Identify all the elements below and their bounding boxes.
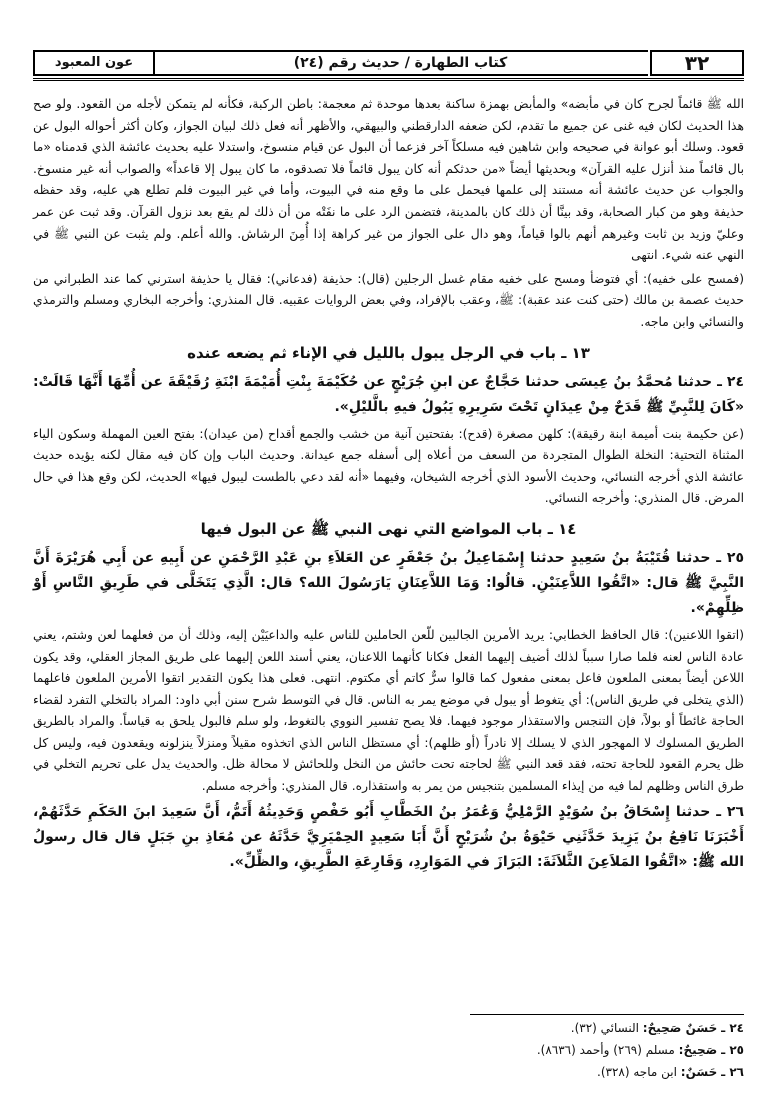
page-number: ٣٢ <box>650 50 744 76</box>
footnote <box>33 1040 744 1061</box>
footnote-number: ٢٥ ـ <box>721 1043 744 1057</box>
footnote-number: ٢٤ ـ <box>721 1021 744 1035</box>
footnote <box>33 1062 744 1083</box>
hadith-text: ٢٤ ـ حدثنا مُحمَّدُ بنُ عِيسَى حدثنا حَجَّاجٌ عن ابنِ جُرَيْجٍ عن حُكَيْمَةَ بِنْتِ أُمَيْمَةَ ابْنَةِ رُقَيْقَةَ عن أُمِّهَا أَنَّهَا قَالَتْ: «كَانَ لِلنَّبِيِّ ﷺ قَدَحٌ مِنْ عِيدَانٍ تَحْتَ سَرِيرِهِ يَبُولُ فيهِ بالَّليْلِ». <box>33 373 744 415</box>
commentary-paragraph: (فمسح على خفيه): أي فتوضأ ومسح على خفيه مقام غسل الرجلين (قال): حذيفة (فدعاني): فقال يا حذيفة استرني كما عند الطبراني من حديث عصمة بن مالك (حتى كنت عند عقبة): ﷺ، وعقب بالإفراد، وفي بعض الروايات عقبيه. قال المنذري: وأخرجه البخاري ومسلم والترمذي والنسائي وابن ماجه. <box>33 271 744 329</box>
running-title: كتاب الطهارة / حديث رقم (٢٤) <box>153 50 648 76</box>
commentary-paragraph: (اتقوا اللاعنين): قال الحافظ الخطابي: يريد الأمرين الجالبين للّعن الحاملين للناس عليه والداعيَيْن إليه، وذلك أن من فعلهما لعن وشتم، يعني عادة الناس لعنه فلما صارا سبباً لذلك أضيف إليهما الفعل فكانا كأنهما اللاعنان، يعني أسند اللعن إليهما على طريق المجاز العقلي، وقد يكون اللاعن أيضاً بمعنى الملعون فاعل بمعنى مفعول كما قالوا سرٌّ كاتم أي مكتوم. انتهى. فعلى هذا يكون التقدير اتقوا الأمرين الملعون فاعلهما (الذي يتخلى في طريق الناس): أي يتغوط أو يبول في موضع يمر به الناس. قال في التوسط شرح سنن أبي داود: المراد بالتخلي التفرد لقضاء الحاجة غائطاً أو بولاً، فإن التنجس والاستقذار موجود فيهما. فلا يصح تفسير النووي بالتغوط، ولو سلم فالبول يلحق به قياساً. والمراد بالطريق الطريق المسلوك لا المهجور الذي لا يسلك إلا نادراً (أو ظلهم): أي مستظل الناس الذي اتخذوه مقيلاً ومنزلاً ينزلونه ويقعدون فيه، وليس كل ظل يحرم القعود للحاجة تحته، فقد قعد النبي ﷺ لحاجته تحت حائش من النخل وللحائش لا محالة ظل. والحديث يدل على تحريم التخلي في طرق الناس وظلهم لما فيه من إيذاء المسلمين بتنجيس من يمر به واستقذاره. قال المنذري: وأخرجه مسلم. <box>33 627 744 794</box>
footnote-grade: صَحِيحٌ: <box>678 1043 718 1057</box>
header-rule <box>33 78 744 81</box>
hadith-text: ٢٦ ـ حدثنا إِسْحَاقُ بنُ سُوَيْدٍ الرَّمْلِيُّ وَعُمَرُ بنُ الخَطَّابِ أَبُو حَفْصٍ وَحَدِيثُهُ أَتَمُّ، أَنَّ سَعِيدَ ابنَ الحَكَمِ حَدَّثَهُمْ، أَخْبَرَنَا نَافِعُ بنُ يَزِيدَ حَدَّثَنِي حَيْوَةُ بنُ شُرَيْحٍ أَنَّ أَبَا سَعِيدٍ الحِمْيَرِيَّ حَدَّثَهُ عن مُعَاذِ بنِ جَبَلٍ قال قال رسولُ الله ﷺ: «اتَّقُوا المَلاَعِنَ الثَّلاَثَةَ: البَرَازَ في المَوَارِدِ، وَقَارِعَةِ الطَّرِيقِ، والظِّلِّ». <box>33 803 744 870</box>
book-title: عون المعبود <box>33 50 155 76</box>
footnote-grade: حَسَنٌ: <box>680 1065 718 1079</box>
commentary-paragraph: (عن حكيمة بنت أميمة ابنة رقيقة): كلهن مصغرة (قدح): بفتحتين آنية من خشب والجمع أقداح (من عيدان): بفتح العين المهملة وسكون الياء المثناة التحتية: النخلة الطوال المتجردة من السعف من أعلاه إلى أسفله جمع عيدانة. وحديث الباب وإن كان فيه مقال لكنه يؤيده حديث عائشة الذي أخرجه النسائي، وحديث الأسود الذي أخرجه الشيخان، وفيهما «أنه لقد دعي بالطست ليبول فيها» الحديث، لكن وقع هذا في حال المرض. قال المنذري: وأخرجه النسائي. <box>33 426 744 506</box>
chapter-heading: ١٣ ـ باب في الرجل يبول بالليل في الإناء ثم يضعه عنده <box>187 343 590 362</box>
footnote-grade: حَسَنٌ صَحِيحٌ: <box>642 1021 718 1035</box>
footnote-number: ٢٦ ـ <box>721 1065 744 1079</box>
page-header <box>33 50 744 82</box>
footnote-reference: مسلم (٢٦٩) وأحمد (٨٦٣٦). <box>536 1043 675 1057</box>
footnote-reference: النسائي (٣٢). <box>570 1021 639 1035</box>
footnote-rule <box>470 1014 744 1015</box>
page-body <box>33 94 744 879</box>
footnote-reference: ابن ماجه (٣٢٨). <box>597 1065 677 1079</box>
chapter-heading: ١٤ ـ باب المواضع التي نهى النبي ﷺ عن البول فيها <box>200 519 577 538</box>
hadith-text: ٢٥ ـ حدثنا قُتَيْبَةُ بنُ سَعِيدٍ حدثنا إِسْمَاعِيلُ بنُ جَعْفَرٍ عن العَلاَءِ بنِ عَبْدِ الرَّحْمَنِ عن أَبِيهِ عن أَبِي هُرَيْرَةَ أَنَّ النَّبِيَّ ﷺ قال: «اتَّقُوا اللاَّعِنَيْنِ. قالُوا: وَمَا اللاَّعِنَانِ يَارَسُولَ الله؟ قال: الَّذِي يَتَخَلَّى في طَرِيقِ النَّاسِ أَوْ ظِلِّهِمْ». <box>33 549 744 616</box>
commentary-paragraph: الله ﷺ قائماً لجرح كان في مأبضه» والمأبض بهمزة ساكنة بعدها موحدة ثم معجمة: باطن الركبة، فكأنه لم يتمكن لأجله من القعود. ولو صح هذا الحديث لكان فيه غنى عن جميع ما تقدم، لكن ضعفه الدارقطني والبيهقي، والأظهر أنه فعل ذلك لبيان الجواز، وكان أكثر أحواله البول عن قعود. وسلك أبو عوانة في صحيحه وابن شاهين فيه مسلكاً آخر فزعما أن البول عن قيام منسوخ، واستدلا عليه بحديث عائشة الذي قدمناه «ما بال قائماً منذ أنزل عليه القرآن» وبحديثها أيضاً «من حدثكم أنه كان يبول قائماً فلا تصدقوه، ما كان يبول إلا قاعداً» والصواب أنه غير منسوخ. والجواب عن حديث عائشة أنه مستند إلى علمها فيحمل على ما وقع منه في البيوت، وأما في غير البيوت فلم تطلع هي عليه، وقد حفظه حذيفة وهو من كبار الصحابة، وقد بينَّا أن ذلك كان بالمدينة، فتضمن الرد على ما نفَتْه من أن ذلك لم يقع بعد نزول القرآن. وقد ثبت عن عمر وعليّ وزيد بن ثابت وغيرهم أنهم بالوا قياماً، وهو دال على الجواز من غير كراهة إذا أُمِنَ الرشاش. والله أعلم. ولم يثبت عن النبي ﷺ في النهي عنه شيء. انتهى <box>33 97 744 263</box>
footnote <box>33 1018 744 1039</box>
